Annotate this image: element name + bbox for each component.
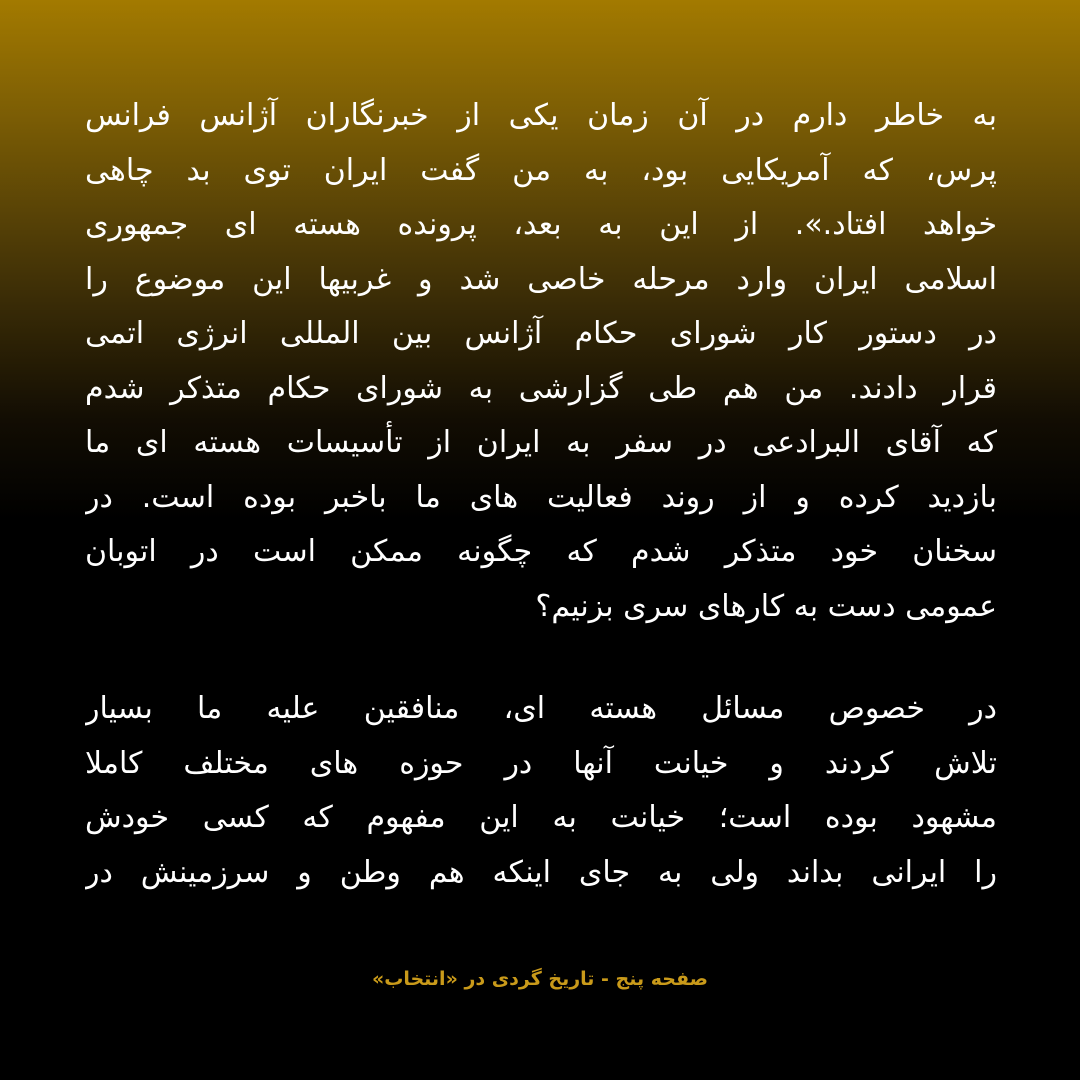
text-line: به خاطر دارم در آن زمان یکی از خبرنگاران آژانس فرانس (85, 98, 997, 133)
text-line: تلاش کردند و خیانت آنها در حوزه های مختلف کاملا (85, 745, 997, 781)
text-line: در دستور کار شورای حکام آژانس بین المللی انرژی اتمی (85, 316, 997, 351)
page-footer: صفحه پنج - تاریخ گردی در «انتخاب» (371, 968, 709, 990)
text-line: مشهود بوده است؛ خیانت به این مفهوم که کسی خودش (85, 800, 997, 835)
text-line: که آقای البرادعی در سفر به ایران از تأسیسات هسته ای ما (85, 425, 997, 460)
text-line: اسلامی ایران وارد مرحله خاصی شد و غربیها این موضوع را (85, 261, 997, 297)
text-line: را ایرانی بداند ولی به جای اینکه هم وطن و سرزمینش در (85, 854, 997, 890)
text-line: سخنان خود متذکر شدم که چگونه ممکن است در اتوبان (85, 534, 997, 569)
paragraph-2 (85, 682, 997, 900)
text-line: عمومی دست به کارهای سری بزنیم؟ (535, 588, 997, 624)
text-line: در خصوص مسائل هسته ای، منافقین علیه ما بسیار (85, 691, 997, 726)
paragraph-1 (85, 89, 997, 634)
text-line: خواهد افتاد.». از این به بعد، پرونده هسته ای جمهوری (85, 207, 997, 242)
text-line: بازدید کرده و از روند فعالیت های ما باخبر بوده است. در (85, 479, 997, 515)
text-line: قرار دادند. من هم طی گزارشی به شورای حکام متذکر شدم (85, 370, 997, 406)
text-line: پرس، که آمریکایی بود، به من گفت ایران توی بد چاهی (85, 152, 997, 188)
